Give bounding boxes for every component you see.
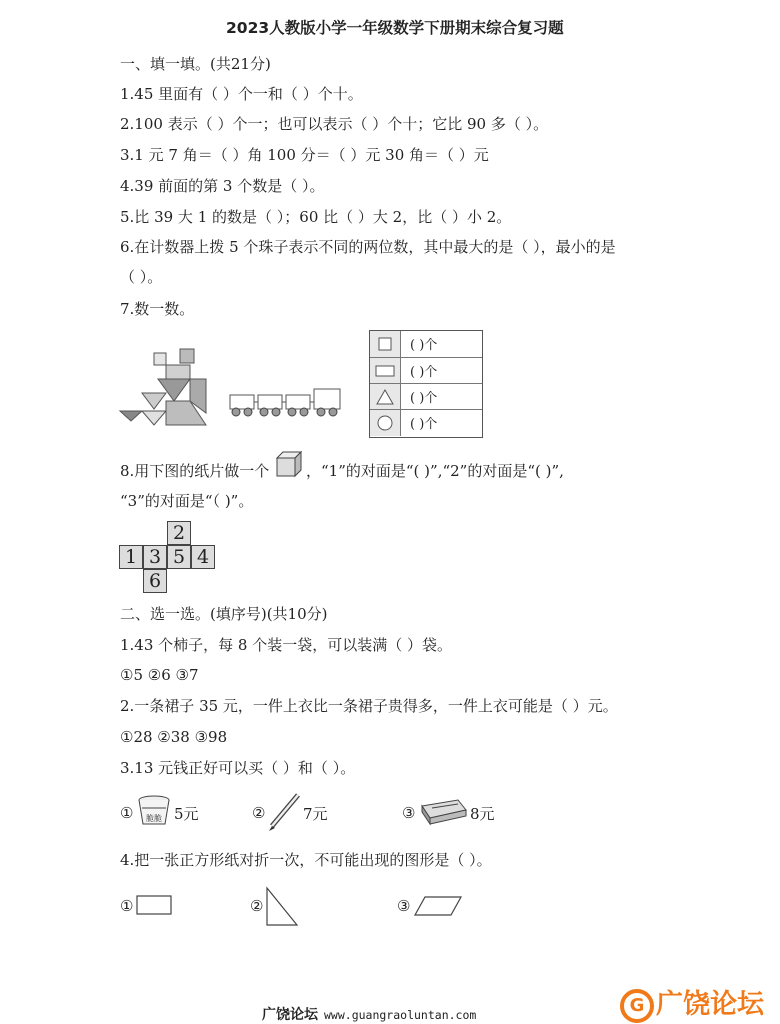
option-2-number: ②: [250, 897, 264, 915]
question-1-8-b: ，“1”的对面是“( )”,“2”的对面是“( )”,: [306, 462, 564, 480]
question-1-6-line1: 6.在计数器上拨 5 个珠子表示不同的两位数，其中最大的是（ ），最小的是: [120, 238, 616, 256]
section2-heading: 二、选一选。(填序号)(共10分): [120, 605, 328, 623]
question-1-4: 4.39 前面的第 3 个数是（ ）。: [120, 177, 325, 195]
net-cell: 4: [191, 545, 215, 569]
question-1-7: 7.数一数。: [120, 300, 195, 318]
count-row-circle: [370, 409, 482, 436]
site-logo: [620, 982, 764, 1023]
item-3-price: 8元: [470, 805, 495, 823]
section1-heading: 一、填一填。(共21分): [120, 55, 271, 73]
item-1-number: ①: [120, 804, 134, 822]
logo-text: 广饶论坛: [656, 989, 764, 1020]
question-2-3: 3.13 元钱正好可以买（ ）和（ ）。: [120, 759, 356, 777]
question-1-8-line2: “3”的对面是“（ )”。: [120, 492, 254, 510]
question-1-1: 1.45 里面有（ ）个一和（ ）个十。: [120, 85, 363, 103]
count-row-text: ( )个: [410, 365, 438, 380]
question-2-4: 4.把一张正方形纸对折一次，不可能出现的图形是（ ）。: [120, 851, 492, 869]
count-row-square: [370, 331, 482, 357]
triangle-icon: [370, 384, 400, 410]
question-1-3: 3.1 元 7 角＝（ ）角 100 分＝（ ）元 30 角＝（ ）元: [120, 146, 489, 164]
triangle-shape-icon: [264, 885, 300, 929]
question-2-1: 1.43 个柿子，每 8 个装一袋，可以装满（ ）袋。: [120, 636, 453, 654]
net-cell: 5: [167, 545, 191, 569]
question-1-5: 5.比 39 大 1 的数是（ ）；60 比（ ）大 2，比（ ）小 2。: [120, 208, 512, 226]
item-2-number: ②: [252, 804, 266, 822]
option-3-number: ③: [397, 897, 411, 915]
footer-site-name: 广饶论坛: [262, 1007, 318, 1023]
snack-label: 脆脆: [146, 814, 162, 823]
question-1-6-line2: （ ）。: [120, 268, 163, 286]
net-cell: 3: [143, 545, 167, 569]
pen-icon: [266, 792, 302, 832]
item-2-price: 7元: [303, 805, 328, 823]
net-cell: 6: [143, 569, 167, 593]
footer-url[interactable]: www.guangraoluntan.com: [324, 1008, 477, 1022]
cube-icon: [275, 450, 303, 478]
circle-icon: [370, 410, 400, 436]
snack-cup-icon: [136, 794, 172, 828]
net-cell: 1: [119, 545, 143, 569]
count-table: [369, 330, 483, 438]
question-1-2: 2.100 表示（ ）个一；也可以表示（ ）个十；它比 90 多（ ）。: [120, 115, 549, 133]
tangram-figure: [118, 345, 210, 427]
parallelogram-shape-icon: [413, 894, 463, 918]
item-3-number: ③: [402, 804, 416, 822]
count-row-text: ( )个: [410, 338, 438, 353]
pencil-case-icon: [418, 796, 468, 826]
logo-g-icon: G: [620, 989, 654, 1023]
question-1-8-a: 8.用下图的纸片做一个: [120, 462, 270, 480]
question-2-2-options: ①28 ②38 ③98: [120, 728, 228, 746]
question-2-1-options: ①5 ②6 ③7: [120, 666, 199, 684]
rectangle-icon: [370, 358, 400, 384]
footer: [262, 1004, 476, 1024]
net-cell: 2: [167, 521, 191, 545]
count-row-rectangle: [370, 357, 482, 384]
option-1-number: ①: [120, 897, 134, 915]
count-row-text: ( )个: [410, 391, 438, 406]
item-1-price: 5元: [174, 805, 199, 823]
count-row-triangle: [370, 383, 482, 410]
square-icon: [370, 331, 400, 357]
page-title: 2023人教版小学一年级数学下册期末综合复习题: [226, 19, 564, 37]
question-2-2: 2.一条裙子 35 元，一件上衣比一条裙子贵得多，一件上衣可能是（ ）元。: [120, 697, 618, 715]
rectangle-shape-icon: [136, 894, 174, 916]
count-row-text: ( )个: [410, 417, 438, 432]
train-figure: [228, 385, 344, 417]
